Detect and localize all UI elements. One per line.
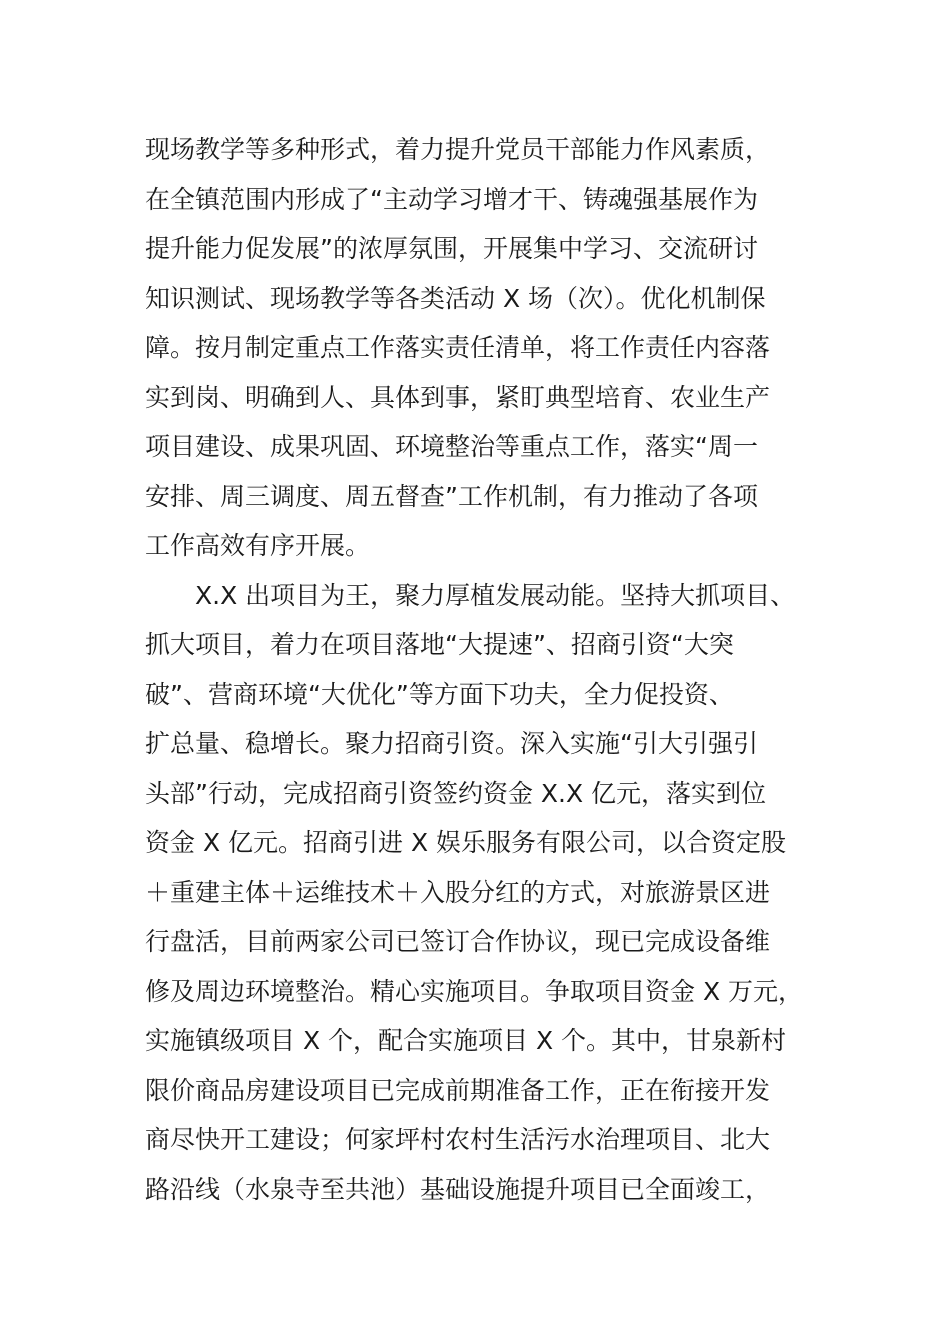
body-text [145,125,835,1214]
text-line: 商尽快开工建设；何家坪村农村生活污水治理项目、北大 [145,1125,771,1154]
text-line: 知识测试、现场教学等各类活动 X 场（次）。优化机制保 [145,283,766,313]
text-line: 工作高效有序开展。 [145,531,371,560]
text-line: 抓大项目，着力在项目落地“大提速”、招商引资“大突 [145,630,734,659]
text-line: 头部”行动，完成招商引资签约资金 X.X 亿元，落实到位 [145,778,767,808]
text-line: 实施镇级项目 X 个，配合实施项目 X 个。其中，甘泉新村 [145,1026,787,1055]
text-line: 破”、营商环境“大优化”等方面下功夫，全力促投资、 [145,679,734,709]
text-line: 资金 X 亿元。招商引进 X 娱乐服务有限公司，以合资定股 [145,828,787,857]
text-line: 实到岗、明确到人、具体到事，紧盯典型培育、农业生产 [145,382,771,412]
text-line: 安排、周三调度、周五督查”工作机制，有力推动了各项 [145,481,758,511]
text-line: 限价商品房建设项目已完成前期准备工作，正在衔接开发 [145,1075,771,1105]
text-line: 现场教学等多种形式，着力提升党员干部能力作风素质， [145,135,771,164]
text-line: 提升能力促发展”的浓厚氛围，开展集中学习、交流研讨 [145,234,758,263]
paragraph-start-line: X.X 出项目为王，聚力厚植发展动能。坚持大抓项目、 [195,580,796,610]
text-line: 行盘活，目前两家公司已签订合作协议，现已完成设备维 [145,927,771,956]
text-line: 障。按月制定重点工作落实责任清单，将工作责任内容落 [145,333,771,362]
text-line: ＋重建主体＋运维技术＋入股分红的方式，对旅游景区进 [145,877,771,907]
text-line: 在全镇范围内形成了“主动学习增才干、铸魂强基展作为 [145,184,758,214]
text-line: 路沿线（水泉寺至共池）基础设施提升项目已全面竣工， [145,1174,771,1204]
text-line: 扩总量、稳增长。聚力招商引资。深入实施“引大引强引 [145,729,758,758]
text-line: 项目建设、成果巩固、环境整治等重点工作，落实“周一 [145,432,758,461]
text-line: 修及周边环境整治。精心实施项目。争取项目资金 X 万元， [145,976,804,1006]
